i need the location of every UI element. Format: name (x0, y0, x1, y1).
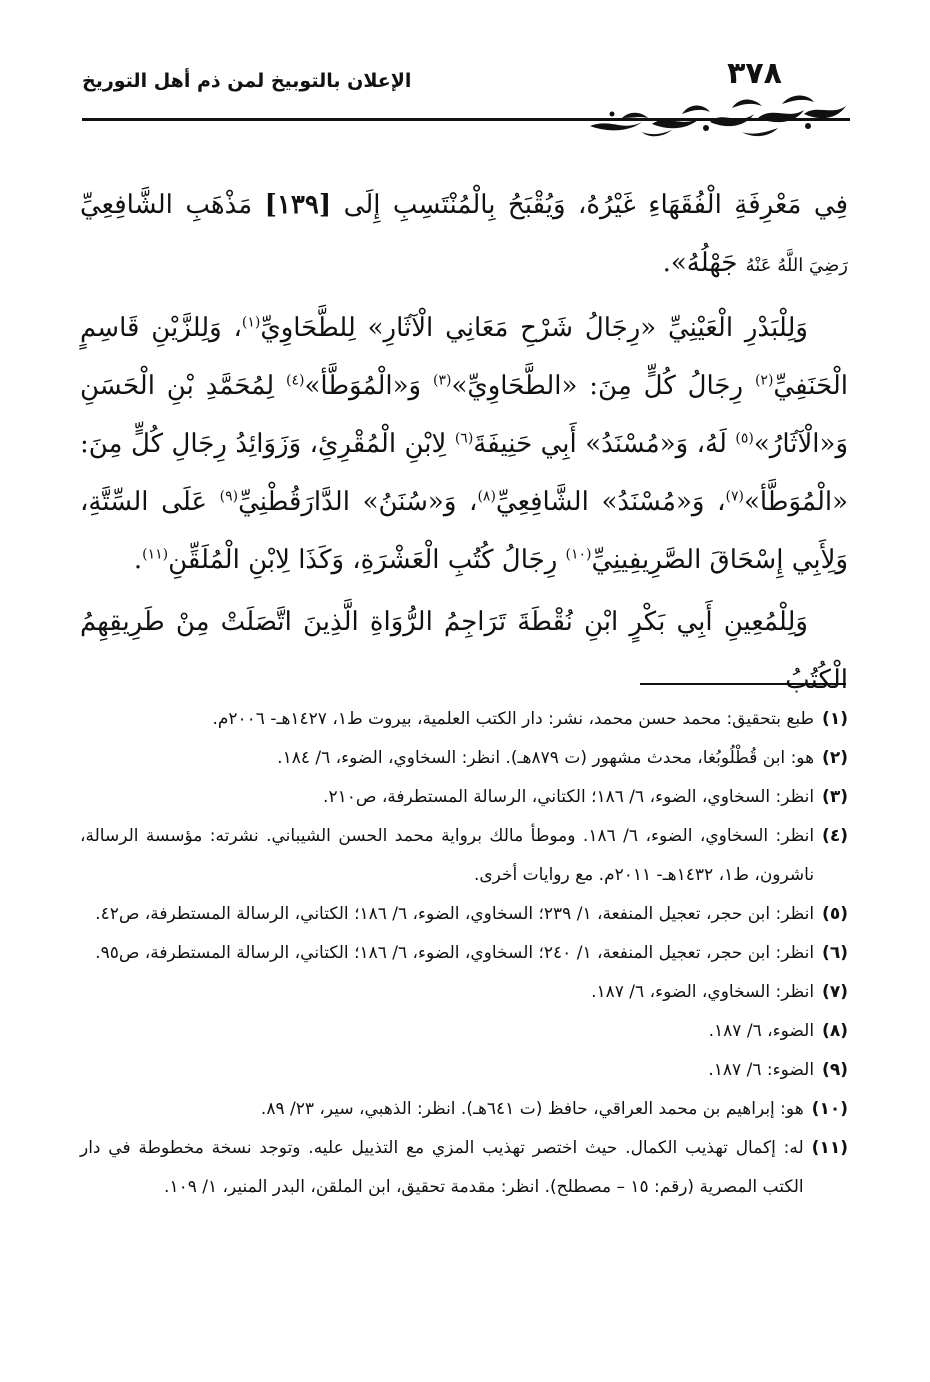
footnote-ref-3[interactable]: (٣) (433, 372, 452, 389)
footnote-ref-10[interactable]: (١٠) (565, 546, 592, 563)
footnote-2: (٢) هو: ابن قُطْلُوبُغا، محدث مشهور (ت ٨٧٩هـ). انظر: السخاوي، الضوء، ٦/ ١٨٤. (277, 748, 848, 768)
paragraph-3: وَلِلْمُعِينِ أَبِي بَكْرٍ ابْنِ نُقْطَةَ تَرَاجِمُ الرُّوَاةِ الَّذِينَ اتَّصَلَتْ مِنْ طَرِيقِهِمُ الْكُتُبُ (80, 607, 848, 695)
footnote-ref-9[interactable]: (٩) (219, 488, 239, 505)
footnote-ref-5[interactable]: (٥) (735, 430, 754, 447)
running-title: الإعلان بالتوبيخ لمن ذم أهل التوريخ (82, 70, 412, 92)
footnote-ref-8[interactable]: (٨) (477, 488, 496, 505)
footnote-ref-6[interactable]: (٦) (454, 430, 474, 447)
footnote-ref-2[interactable]: (٢) (754, 372, 774, 389)
page-number: ٣٧٨ (727, 56, 782, 91)
ornament-icon (582, 88, 852, 142)
footnote-ref-1[interactable]: (١) (241, 314, 261, 331)
manuscript-folio-ref: [١٣٩] (264, 190, 332, 220)
footnote-ref-7[interactable]: (٧) (725, 488, 744, 505)
footnote-10: (١٠) هو: إبراهيم بن محمد العراقي، حافظ (ت ٦٤١هـ). انظر: الذهبي، سير، ٢٣/ ٨٩. (260, 1099, 848, 1119)
footnote-11: (١١) له: إكمال تهذيب الكمال. حيث اختصر تهذيب المزي مع التذييل عليه. وتوجد نسخة مخطوطة في دار الكتب المصرية (رقم: ١٥ – مصطلح). انظر: مقدمة تحقيق، ابن الملقن، البدر المنير، ١/ ١٠٩. (80, 1138, 848, 1197)
footnote-9: (٩) الضوء: ٦/ ١٨٧. (708, 1060, 848, 1080)
footnotes (80, 700, 848, 1207)
header-rule (82, 118, 850, 121)
main-text (80, 176, 848, 709)
paragraph-1: فِي مَعْرِفَةِ الْفُقَهَاءِ غَيْرُهُ، وَيُقْبَحُ بِالْمُنْتَسِبِ إِلَى [١٣٩] مَذْهَبِ الشَّافِعِيِّ رَضِيَ اللَّهُ عَنْهُ جَهْلُهُ». (80, 190, 849, 278)
paragraph-2: وَلِلْبَدْرِ الْعَيْنِيِّ «رِجَالُ شَرْحِ مَعَانِي الْآثَارِ» لِلطَّحَاوِيِّ$^{(١)}$، وَلِلزَّيْنِ قَاسِمٍ الْحَنَفِيِّ$^{(٢)}$ رِجَالُ كُلٍّ مِنَ: «الطَّحَاوِيِّ»$^{(٣)}$ وَ«الْمُوَطَّأ»$^{(٤)}$ لِمُحَمَّدِ بْنِ الْحَسَنِ وَ«الْآثَارُ»$^{(٥)}$ لَهُ، وَ«مُسْنَدُ» أَبِي حَنِيفَةَ$^{(٦)}$ لِابْنِ الْمُقْرِئِ، وَزَوَائِدُ رِجَالِ كُلٍّ مِنَ: «الْمُوَطَّأ»$^{(٧)}$، وَ«مُسْنَدُ» الشَّافِعِيِّ$^{(٨)}$، وَ«سُنَنُ» الدَّارَقُطْنِيِّ$^{(٩)}$ عَلَى السِّتَّةِ، وَلِأَبِي إِسْحَاقَ الصَّرِيفِينِيِّ$^{(١٠)}$ رِجَالُ كُتُبِ الْعَشْرَةِ، وَكَذَا لِابْنِ الْمُلَقِّنِ$^{(١١)}$. (80, 313, 849, 575)
footnote-4: (٤) انظر: السخاوي، الضوء، ٦/ ١٨٦. وموطأ مالك برواية محمد الحسن الشيباني. نشرته: مؤسسة الرسالة، ناشرون، ط١، ١٤٣٢هـ- ٢٠١١م. مع روايات أخرى. (80, 826, 848, 885)
footnote-8: (٨) الضوء، ٦/ ١٨٧. (708, 1021, 848, 1041)
footnote-5: (٥) انظر: ابن حجر، تعجيل المنفعة، ١/ ٢٣٩؛ السخاوي، الضوء، ٦/ ١٨٦؛ الكتاني، الرسالة المستطرفة، ص٤٢. (95, 904, 848, 924)
footnote-ref-4[interactable]: (٤) (286, 372, 305, 389)
footnote-3: (٣) انظر: السخاوي، الضوء، ٦/ ١٨٦؛ الكتاني، الرسالة المستطرفة، ص٢١٠. (323, 787, 848, 807)
footnote-6: (٦) انظر: ابن حجر، تعجيل المنفعة، ١/ ٢٤٠؛ السخاوي، الضوء، ٦/ ١٨٦؛ الكتاني، الرسالة المستطرفة، ص٩٥. (95, 943, 848, 963)
footnote-ref-11[interactable]: (١١) (142, 546, 169, 563)
footnote-separator (640, 683, 846, 685)
footnote-7: (٧) انظر: السخاوي، الضوء، ٦/ ١٨٧. (591, 982, 848, 1002)
footnote-1: (١) طبع بتحقيق: محمد حسن محمد، نشر: دار الكتب العلمية، بيروت ط١، ١٤٢٧هـ- ٢٠٠٦م. (212, 709, 848, 729)
honorific: رَضِيَ اللَّهُ عَنْهُ (745, 255, 848, 276)
